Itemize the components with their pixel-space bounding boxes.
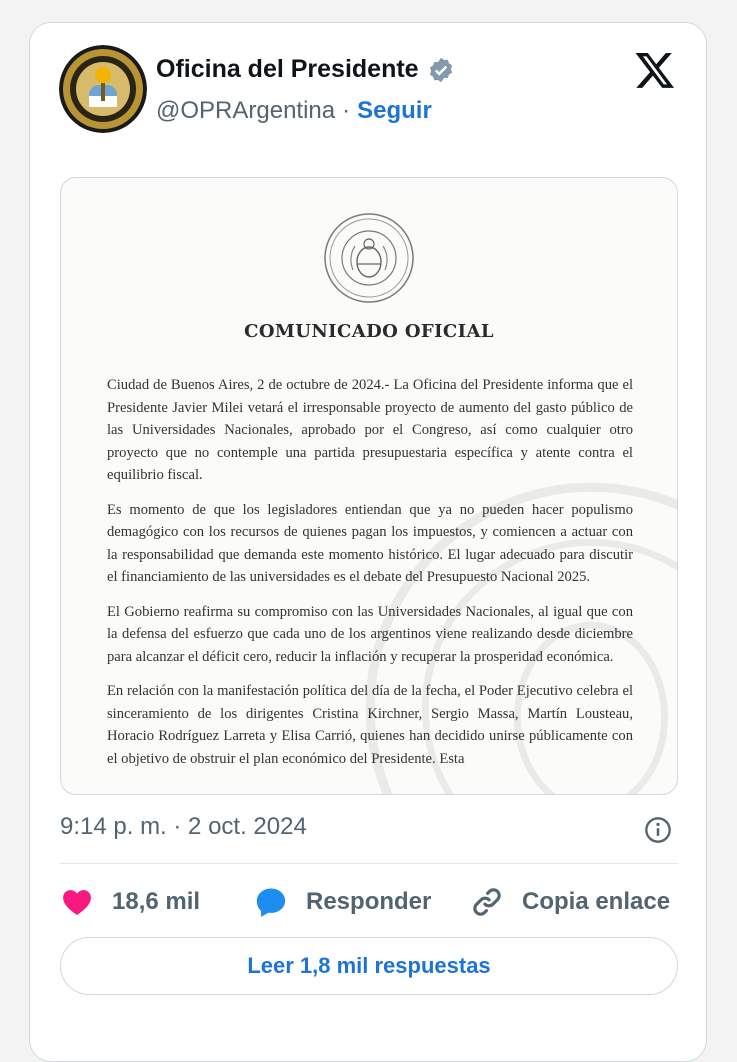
reply-bubble-icon [254,885,288,919]
document-paragraph: Es momento de que los legisladores entiendan que ya no pueden hacer populismo demagógico con los recursos de quienes pagan los impuestos, y comiencen a actuar con la responsabilidad que demanda este momento histórico. El lugar adecuado para discutir el financiamiento de las universidades es el debate del Presupuesto Nacional 2025. [107,501,633,585]
verified-badge-icon [427,56,455,84]
divider [60,863,678,864]
read-replies-button[interactable]: Leer 1,8 mil respuestas [60,937,678,995]
handle-row [156,97,432,125]
account-name[interactable]: Oficina del Presidente [156,55,419,83]
reply-label: Responder [306,888,432,915]
presidential-seal-icon [323,212,415,304]
copy-link-label: Copia enlace [522,888,671,915]
action-bar [60,885,680,921]
link-icon [470,885,504,919]
like-count: 18,6 mil [112,888,201,915]
info-icon[interactable] [644,816,672,844]
attached-document-image[interactable] [60,177,678,795]
x-logo-icon[interactable] [634,49,676,91]
document-paragraph: Ciudad de Buenos Aires, 2 de octubre de 2024.- La Oficina del Presidente informa que el Presidente Javier Milei vetará el irresponsable proyecto de aumento del gasto público de las Universidades Nacionales, aprobado por el Congreso, así como cualquier otro proyecto que no contemple una partida presupuestaria específica y atente contra el equilibrio fiscal. [107,377,633,483]
document-paragraph: En relación con la manifestación política del día de la fecha, el Poder Ejecutivo celebra el sinceramiento de los dirigentes Cristina Kirchner, Sergio Massa, Martín Lousteau, Horacio Rodríguez Larreta y Elisa Carrió, quienes han decidido unirse públicamente con el objetivo de obstruir el plan económico del Presidente. Esta [107,683,633,767]
heart-icon [60,885,94,919]
tweet-card [29,22,707,1062]
separator-dot: · [342,97,351,124]
like-button[interactable] [60,885,200,919]
avatar[interactable] [59,45,147,133]
account-handle[interactable]: @OPRArgentina [156,97,336,124]
account-name-row[interactable] [156,55,455,84]
reply-button[interactable] [254,885,431,919]
document-title: COMUNICADO OFICIAL [244,321,494,342]
document-body [107,374,633,782]
copy-link-button[interactable] [470,885,670,919]
follow-button[interactable]: Seguir [357,97,432,124]
tweet-timestamp[interactable]: 9:14 p. m. · 2 oct. 2024 [60,813,307,840]
document-paragraph: El Gobierno reafirma su compromiso con las Universidades Nacionales, al igual que con la defensa del esfuerzo que cada uno de los argentinos viene realizando desde diciembre para alcanzar el déficit cero, reducir la inflación y recuperar la prosperidad económica. [107,603,633,665]
